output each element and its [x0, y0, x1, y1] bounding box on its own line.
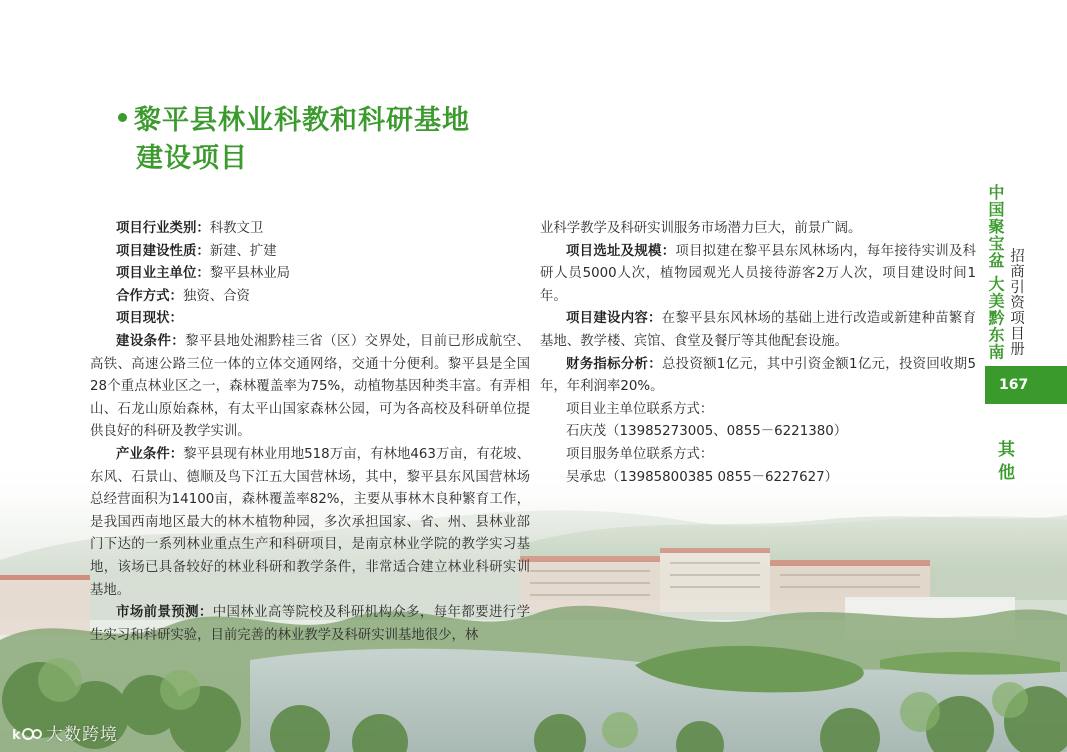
field-value: 独资、合资	[182, 288, 250, 304]
sidebar-booklet-title: 招商引资项目册	[1008, 248, 1024, 357]
section-label: 产业条件：	[116, 446, 184, 462]
section-text: 项目拟建在黎平县东风林场内，每年接待实训及科研人员5000人次，植物园观光人员接待游客2万人次，项目建设时间1年。	[540, 243, 977, 304]
left-column	[90, 218, 530, 647]
market-forecast-continued: 业科学教学及科研实训服务市场潜力巨大，前景广阔。	[540, 221, 862, 236]
sidebar-slogan: 中国聚宝盆 大美黔东南	[986, 184, 1005, 361]
title-text-1: 黎平县林业科教和科研基地	[134, 105, 470, 136]
section-label: 财务指标分析：	[566, 356, 662, 372]
section-text: 总投资额1亿元，其中引资金额1亿元，投资回收期5年，年利润率20%。	[540, 356, 976, 395]
page-number-badge	[985, 366, 1067, 404]
financial-analysis-paragraph	[540, 354, 976, 399]
field-industry-category	[90, 218, 530, 241]
industry-conditions-paragraph	[90, 444, 530, 602]
field-label: 项目业主单位：	[116, 266, 210, 282]
section-text: 中国林业高等院校及科研机构众多，每年都要进行学生实习和科研实验，目前完善的林业教学及科研实训基地很少，林	[90, 605, 531, 643]
owner-contact-label: 项目业主单位联系方式：	[566, 401, 714, 417]
section-text: 黎平县现有林业用地518万亩，有林地463万亩，有花坡、东风、石景山、德顺及鸟下江五大国营林场，其中，黎平县东风国营林场总经营面积为14100亩，森林覆盖率82%，主要从事林木良种繁育工作，是我国西南地区最大的林木植物种园，多次承担国家、省、州、县林业部门下达的一系列林业重点生产和科研项目，是南京林业学院的教学实习基地，该场已具备较好的林业科研和教学条件，非常适合建立林业科研实训基地。	[90, 446, 531, 598]
right-column	[540, 218, 976, 489]
field-value: 科教文卫	[209, 221, 264, 236]
section-label: 项目建设内容：	[566, 311, 662, 327]
construction-content-paragraph	[540, 308, 976, 353]
field-owner-unit	[90, 263, 530, 286]
section-label: 建设条件：	[116, 333, 186, 349]
title-bullet-icon	[118, 113, 127, 122]
owner-contact-person: 石庆茂（13985273005、0855－6221380）	[566, 424, 848, 440]
field-label: 项目建设性质：	[116, 243, 210, 259]
field-project-status	[90, 308, 530, 331]
watermark-logo-icon	[12, 722, 42, 744]
section-tag: 其他	[994, 440, 1014, 486]
section-label: 项目选址及规模：	[566, 243, 676, 259]
field-label: 项目行业类别：	[116, 221, 210, 236]
svg-text:k: k	[12, 727, 21, 743]
site-scale-paragraph	[540, 241, 976, 309]
page-number: 167	[999, 377, 1029, 393]
field-label: 项目现状：	[116, 311, 183, 327]
watermark-text: 大数跨境	[46, 725, 118, 745]
field-value: 新建、扩建	[209, 243, 277, 259]
field-value: 黎平县林业局	[209, 266, 291, 282]
watermark	[12, 720, 118, 745]
construction-conditions-paragraph	[90, 331, 530, 444]
market-forecast-paragraph	[90, 602, 530, 647]
section-text: 黎平县地处湘黔桂三省（区）交界处，目前已形成航空、高铁、高速公路三位一体的立体交通网络，交通十分便利。黎平县是全国28个重点林业区之一，森林覆盖率为75%，动植物基因种类丰富。有弄相山、石龙山原始森林，有太平山国家森林公园，可为各高校及科研单位提供良好的科研及教学实训。	[90, 333, 531, 440]
title-line-2: 建设项目	[136, 143, 248, 174]
service-contact-person: 吴承忠（13985800385 0855－6227627）	[566, 469, 839, 485]
section-text: 在黎平县东风林场的基础上进行改造或新建种苗繁育基地、教学楼、宾馆、食堂及餐厅等其他配套设施。	[540, 311, 976, 349]
field-cooperation-mode	[90, 286, 530, 309]
project-title	[118, 102, 470, 178]
section-label: 市场前景预测：	[116, 605, 213, 621]
service-contact-label: 项目服务单位联系方式：	[566, 446, 714, 462]
field-label: 合作方式：	[116, 288, 183, 304]
field-construction-nature	[90, 241, 530, 264]
title-line-1	[118, 102, 470, 140]
